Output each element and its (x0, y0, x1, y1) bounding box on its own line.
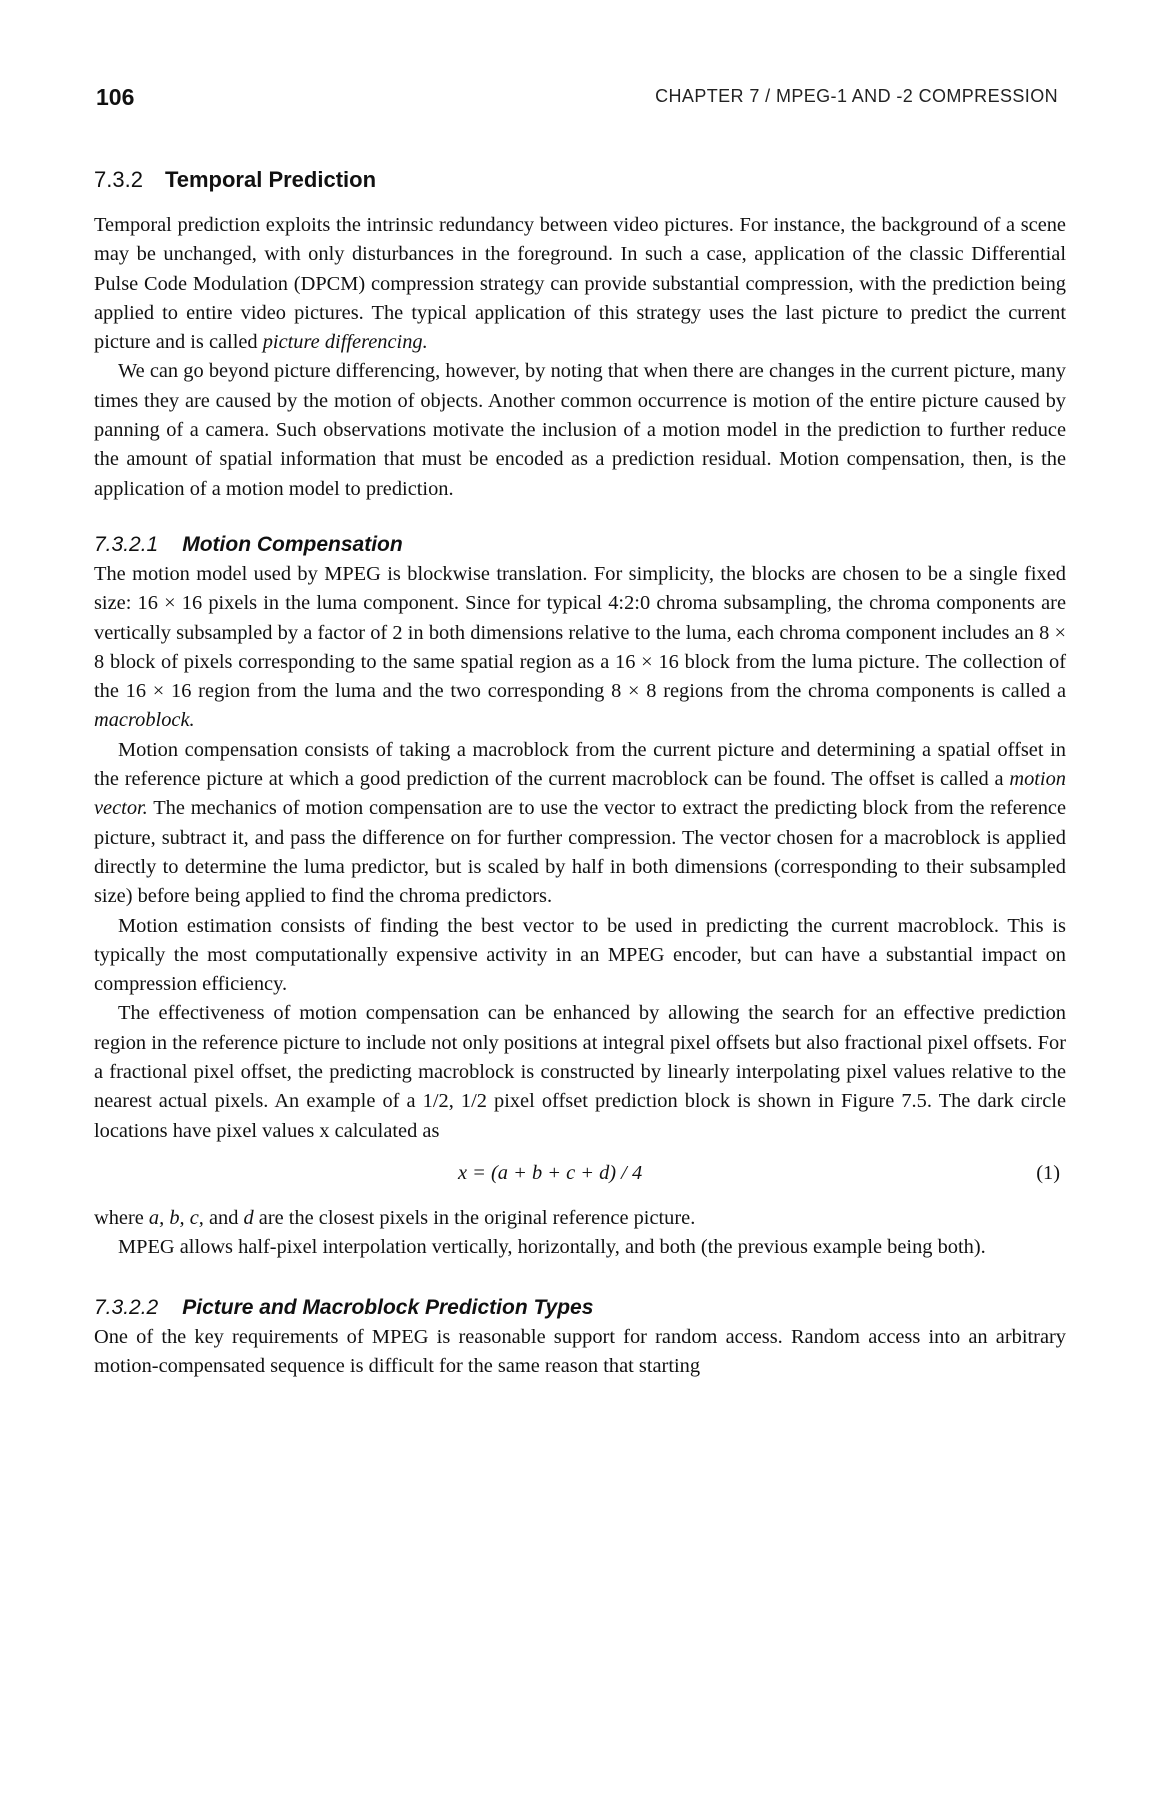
page-number: 106 (96, 84, 135, 110)
text: The mechanics of motion compensation are to use the vector to extract the predicting block from the reference picture, subtract it, and pass the difference on for further compression. The vector chosen for a macroblock is applied directly to determine the luma predictor, but is scaled by half in both dimensions (corresponding to their subsampled size) before being applied to find the chroma predictors. (94, 797, 1066, 908)
subsection-heading (94, 530, 1066, 560)
section-title: Temporal Prediction (164, 167, 377, 192)
paragraph: We can go beyond picture differencing, however, by noting that when there are changes in the current picture, many times they are caused by the motion of objects. Another common occurrence is motion of the entire picture caused by panning of a camera. Such observations motivate the inclusion of a motion model in the prediction to further reduce the amount of spatial information that must be encoded as a prediction residual. Motion compensation, then, is the application of a motion model to prediction. (94, 360, 1066, 500)
paragraph (94, 736, 1066, 912)
paragraph (94, 1204, 1066, 1233)
spacer (94, 1263, 1066, 1293)
text: The motion model used by MPEG is blockwise translation. For simplicity, the blocks are chosen to be a single fixed size: 16 × 16 pixels in the luma component. Since for typical 4:2:0 chroma subsampling, the chroma components are vertically subsampled by a factor of 2 in both dimensions relative to the luma, each chroma component includes an 8 × 8 block of pixels corresponding to the same spatial region as a 16 × 16 block from the luma picture. The collection of the 16 × 16 region from the luma and the two corresponding 8 × 8 regions from the chroma components is called a (94, 562, 1066, 703)
page-header (96, 84, 1058, 114)
paragraph (94, 211, 1066, 357)
emphasis-text: macroblock. (94, 709, 195, 732)
text: Temporal prediction exploits the intrinsic redundancy between video pictures. For instance, the background of a scene may be unchanged, with only disturbances in the foreground. In such a case, application of the classic Differential Pulse Code Modulation (DPCM) compression strategy can provide substantial compression, with the prediction being applied to entire video pictures. The typical application of this strategy uses the last picture to predict the current picture and is called (94, 214, 1066, 354)
emphasis-text: a, b, c, (148, 1206, 204, 1229)
text: and (203, 1206, 244, 1229)
text: Motion compensation consists of taking a macroblock from the current picture and determining a spatial offset in the reference picture at which a good prediction of the current macroblock can be found. The offset is called a (94, 738, 1066, 791)
paragraph: Motion estimation consists of finding the best vector to be used in predicting the current macroblock. This is typically the most computationally expensive activity in an MPEG encoder, but can have a substantial impact on compression efficiency. (94, 914, 1066, 996)
emphasis-text: d (243, 1206, 254, 1229)
subsection-title: Motion Compensation (182, 532, 403, 556)
paragraph: One of the key requirements of MPEG is reasonable support for random access. Random access into an arbitrary motion-compensated sequence is difficult for the same reason that starting (94, 1325, 1066, 1377)
subsection-title: Picture and Macroblock Prediction Types (182, 1295, 594, 1319)
section-number: 7.3.2 (94, 167, 143, 192)
text: are the closest pixels in the original reference picture. (253, 1206, 696, 1229)
spacer (94, 504, 1066, 530)
paragraph: The effectiveness of motion compensation can be enhanced by allowing the search for an effective prediction region in the reference picture to include not only positions at integral pixel offsets but also fractional pixel offsets. For a fractional pixel offset, the predicting macroblock is constructed by linearly interpolating pixel values relative to the nearest actual pixels. An example of a 1/2, 1/2 pixel offset prediction block is shown in Figure 7.5. The dark circle locations have pixel values x calculated as (94, 1002, 1066, 1142)
paragraph: MPEG allows half-pixel interpolation vertically, horizontally, and both (the previous example being both). (118, 1236, 986, 1259)
text: where (94, 1206, 149, 1229)
subsection-number: 7.3.2.2 (94, 1295, 159, 1319)
subsection-heading (94, 1293, 1066, 1323)
section-heading (94, 165, 1066, 195)
subsection-number: 7.3.2.1 (94, 532, 159, 556)
running-title: CHAPTER 7 / MPEG-1 AND -2 COMPRESSION (655, 86, 1058, 106)
equation-number: (1) (1036, 1161, 1060, 1184)
page-body (94, 165, 1066, 1381)
paragraph (94, 560, 1066, 736)
emphasis-text: picture differencing. (262, 331, 428, 354)
equation (94, 1152, 1066, 1200)
emphasis-text: motion vector. (94, 768, 1066, 820)
equation-expression: x = (a + b + c + d) / 4 (458, 1161, 643, 1184)
